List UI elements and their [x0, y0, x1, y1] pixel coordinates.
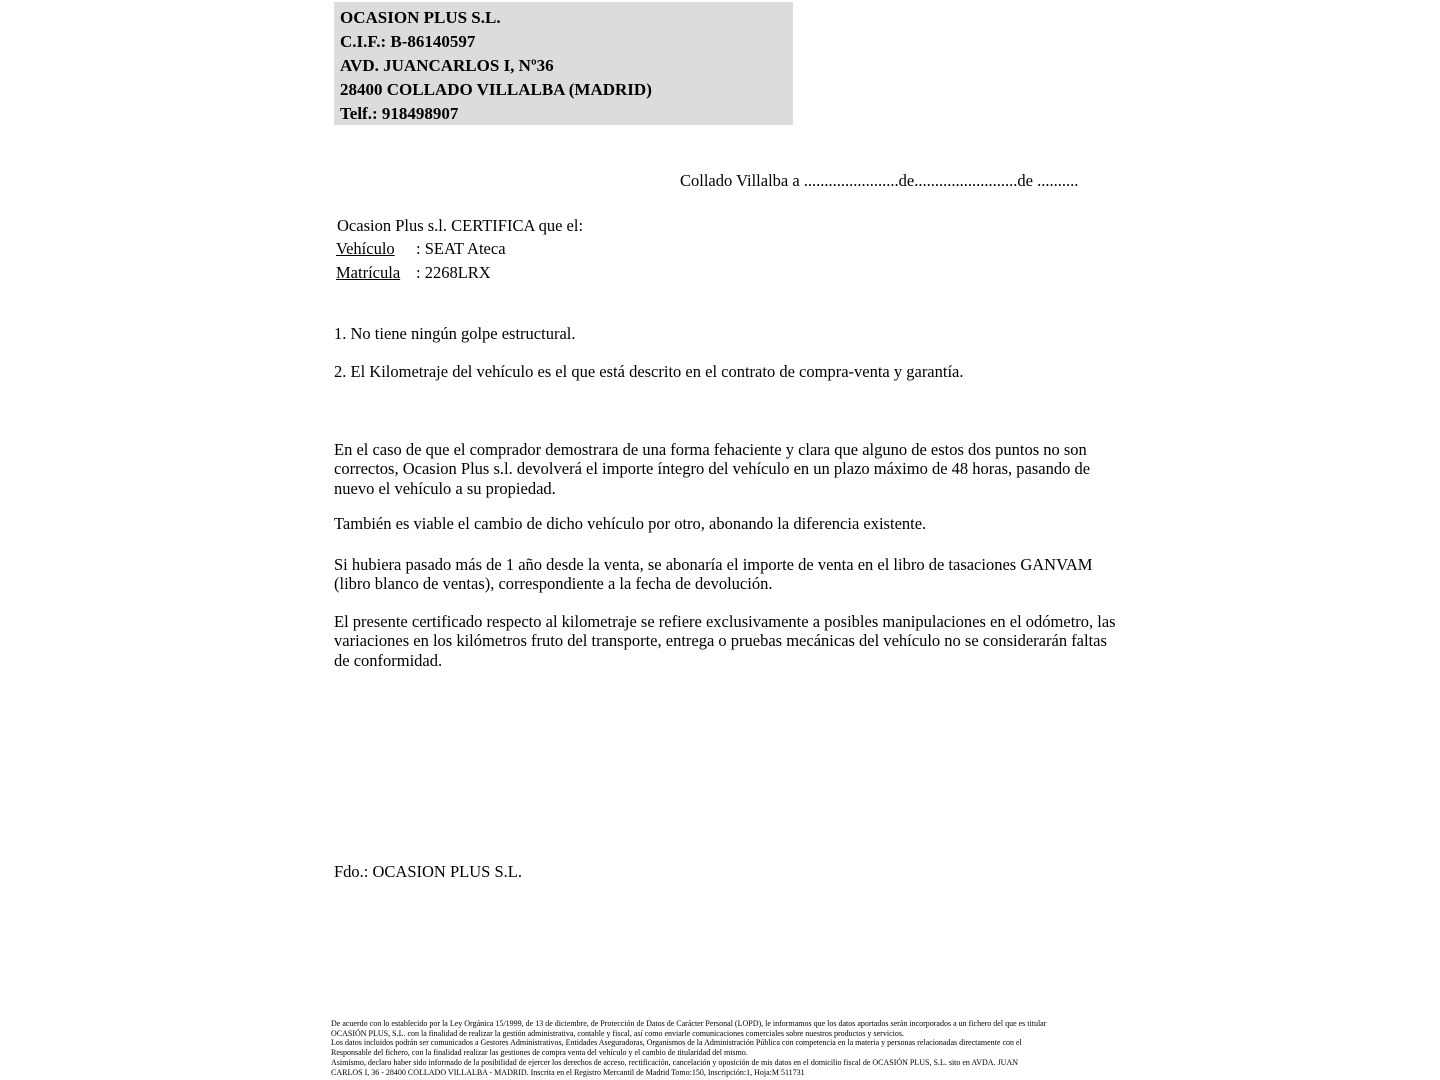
- fine-print-line: Responsable del fichero, con la finalidad realizar las gestiones de compra venta del vehículo y el cambio de titularidad del mismo.: [331, 1048, 748, 1058]
- plate-field-row: [336, 263, 491, 282]
- fine-print-line: De acuerdo con lo establecido por la Ley Orgánica 15/1999, de 13 de diciembre, de Protección de Datos de Carácter Personal (LOPD), le informamos que los datos aportados serán incorporados a un fichero del que es titular: [331, 1019, 1047, 1028]
- one-year-clause-paragraph: Si hubiera pasado más de 1 año desde la venta, se abonaría el importe de venta en el libro de tasaciones GANVAM (libro blanco de ventas), correspondiente a la fecha de devolución.: [334, 555, 1093, 594]
- plate-field-label: Matrícula: [336, 263, 401, 282]
- company-header-block: [334, 2, 793, 125]
- vehicle-field-value: : SEAT Ateca: [416, 239, 506, 258]
- plate-field-value: : 2268LRX: [416, 263, 491, 282]
- fine-print-line: CARLOS I, 36 - 28400 COLLADO VILLALBA - MADRID. Inscrita en el Registro Mercantil de Madrid Tomo:150, Inscripción:1, Hoja:M 511731: [331, 1067, 805, 1077]
- exchange-clause-paragraph: También es viable el cambio de dicho vehículo por otro, abonando la diferencia existente.: [334, 514, 927, 533]
- company-address: AVD. JUANCARLOS I, Nº36: [340, 56, 554, 75]
- fine-print-line: OCASIÓN PLUS, S.L. con la finalidad de realizar la gestión administrativa, contable y fiscal, así como enviarle comunicaciones comerciales sobre nuestros productos y servicios.: [331, 1028, 904, 1038]
- date-fill-in-line: Collado Villalba a .......................de.........................de ..........: [680, 171, 1079, 190]
- fine-print-line: Asimismo, declaro haber sido informado de la posibilidad de ejercer los derechos de acceso, rectificación, cancelación y oposición de mis datos en el domicilio fiscal de OCASIÓN PLUS, S.L. sito en AVDA. JUAN: [331, 1057, 1019, 1067]
- certified-point-2: 2. El Kilometraje del vehículo es el que está descrito en el contrato de compra-venta y garantía.: [334, 362, 964, 381]
- company-cif: C.I.F.: B-86140597: [340, 32, 476, 51]
- company-city: 28400 COLLADO VILLALBA (MADRID): [340, 80, 652, 99]
- odometer-clause-paragraph: El presente certificado respecto al kilometraje se refiere exclusivamente a posibles manipulaciones en el odómetro, las variaciones en los kilómetros fruto del transporte, entrega o pruebas mecánicas del vehículo no se considerarán faltas de conformidad.: [334, 612, 1116, 670]
- certified-point-1: 1. No tiene ningún golpe estructural.: [334, 324, 576, 343]
- signature-line: Fdo.: OCASION PLUS S.L.: [334, 862, 522, 881]
- certification-intro: Ocasion Plus s.l. CERTIFICA que el:: [337, 216, 584, 235]
- vehicle-field-row: [336, 239, 506, 258]
- fine-print-line: Los datos incluidos podrán ser comunicados a Gestores Administrativos, Entidades Aseguradoras, Organismos de la Administración Pública con competencia en la materia y personas relacionadas directamente con el: [331, 1038, 1022, 1048]
- legal-fine-print: [331, 1019, 1121, 1077]
- company-phone: Telf.: 918498907: [340, 104, 459, 123]
- company-name: OCASION PLUS S.L.: [340, 8, 501, 27]
- vehicle-field-label: Vehículo: [336, 239, 395, 258]
- refund-clause-paragraph: En el caso de que el comprador demostrara de una forma fehaciente y clara que alguno de estos dos puntos no son correctos, Ocasion Plus s.l. devolverá el importe íntegro del vehículo en un plazo máximo de 48 horas, pasando de nuevo el vehículo a su propiedad.: [334, 440, 1091, 498]
